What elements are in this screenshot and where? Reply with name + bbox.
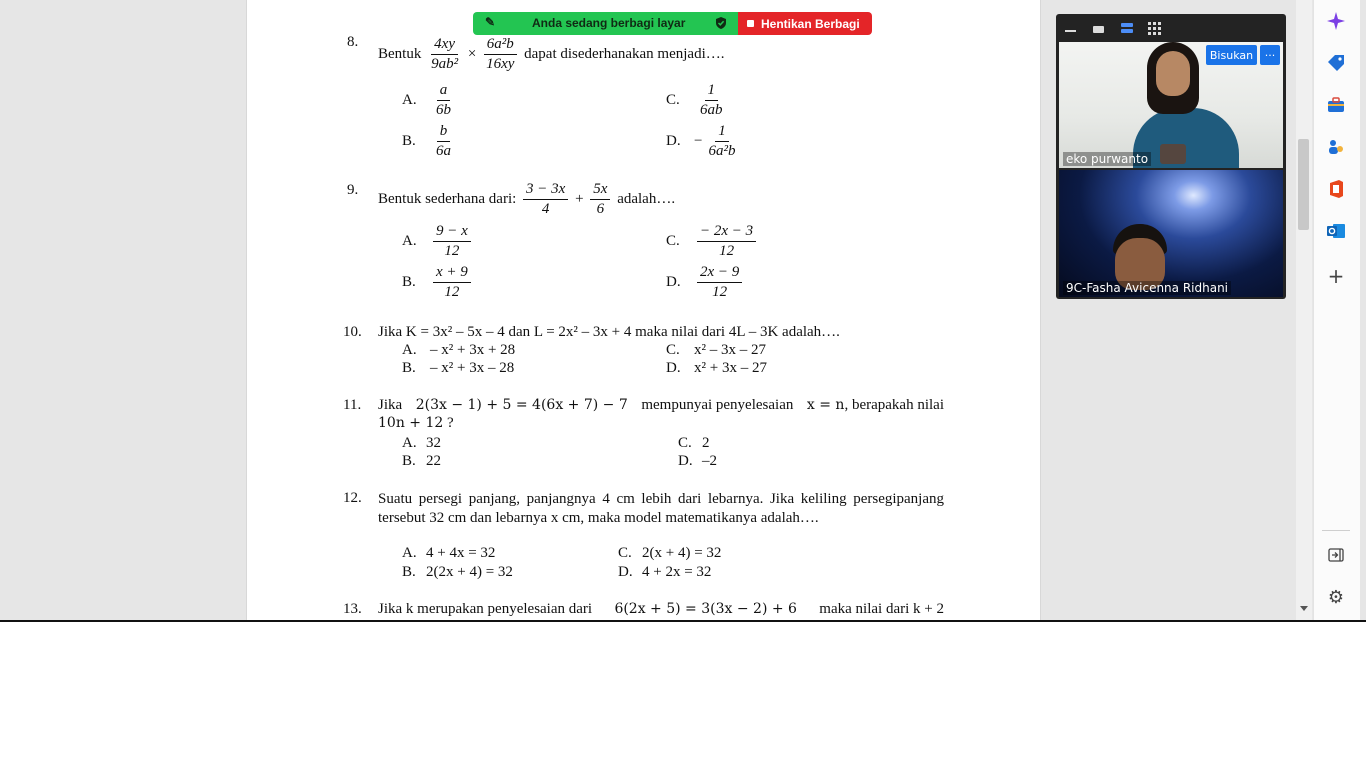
option-c [618, 545, 721, 562]
participant-name: eko purwanto [1063, 152, 1151, 166]
minimize-icon[interactable] [1065, 30, 1076, 32]
question-13-pre: Jika k merupakan penyelesaian dari [378, 601, 593, 617]
fraction-denominator: 12 [719, 243, 735, 259]
option-text: x² – 3x – 27 [694, 342, 766, 358]
video-call-panel [1056, 14, 1286, 299]
tools-briefcase-icon[interactable] [1325, 94, 1347, 116]
more-options-button[interactable]: ··· [1260, 45, 1280, 65]
option-label: D. [666, 360, 681, 376]
option-label: D. [618, 564, 633, 580]
fraction [697, 82, 726, 119]
outlook-icon[interactable] [1325, 220, 1347, 242]
option-text: 2(x + 4) = 32 [642, 545, 722, 561]
question-13-post: maka nilai dari k + 2 [819, 601, 944, 617]
option-b [402, 264, 474, 301]
option-text: 22 [426, 453, 441, 469]
sidebar-divider [1322, 530, 1350, 531]
option-label: B. [402, 273, 416, 290]
grid-view-icon[interactable] [1148, 22, 1161, 35]
option-c [666, 342, 766, 359]
scrollbar-thumb[interactable] [1298, 139, 1309, 230]
option-a [402, 82, 457, 119]
option-text: – x² + 3x + 28 [430, 342, 516, 358]
option-label: C. [618, 545, 632, 561]
office-icon[interactable] [1325, 178, 1347, 200]
question-9-text [378, 181, 675, 218]
fraction-denominator: 6a [436, 143, 451, 159]
question-10-text: Jika K = 3x² – 5x – 4 dan L = 2x² – 3x + 4 maka nilai dari 4L – 3K adalah…. [378, 324, 840, 340]
sharing-text: Anda sedang berbagi layar [532, 16, 686, 30]
question-number: 12. [343, 490, 362, 506]
fraction-numerator: 6a²b [484, 36, 517, 55]
question-number: 8. [347, 34, 359, 50]
fraction-numerator: 5x [590, 181, 610, 200]
fraction-denominator: 6 [596, 201, 605, 217]
option-text: 2(2x + 4) = 32 [426, 564, 513, 580]
fraction [705, 123, 738, 160]
option-d [678, 453, 717, 470]
fraction [483, 36, 517, 73]
option-a [402, 435, 441, 452]
fraction-numerator: − 2x − 3 [697, 223, 756, 242]
question-11-expression: 10n + 12 [378, 415, 444, 431]
sharing-indicator[interactable] [473, 12, 738, 35]
shield-icon [715, 17, 727, 29]
fraction-denominator: 16xy [486, 56, 515, 72]
fraction-denominator: 9ab² [431, 56, 459, 72]
stop-icon [747, 20, 754, 27]
stop-sharing-button[interactable] [738, 12, 872, 35]
fraction-numerator: b [437, 123, 451, 142]
option-label: C. [678, 435, 692, 451]
settings-gear-icon[interactable]: ⚙ [1327, 586, 1345, 608]
question-8-post: dapat disederhanakan menjadi…. [524, 45, 725, 62]
minus-sign: − [694, 132, 703, 149]
option-d [666, 264, 745, 301]
option-label: C. [666, 91, 680, 108]
participant-video-tile[interactable] [1059, 42, 1283, 168]
copilot-sparkle-icon[interactable] [1325, 10, 1347, 32]
option-b [402, 360, 514, 377]
option-d [666, 360, 767, 377]
option-label: B. [402, 360, 416, 376]
question-8-pre: Bentuk [378, 45, 422, 62]
option-text: –2 [702, 453, 717, 469]
option-label: C. [666, 342, 680, 358]
fraction-numerator: 3 − 3x [523, 181, 568, 200]
shopping-tag-icon[interactable] [1325, 52, 1347, 74]
page-scrollbar[interactable] [1296, 0, 1312, 621]
mute-button[interactable]: Bisukan [1206, 45, 1257, 65]
option-a [402, 342, 515, 359]
screen-bottom-border [0, 620, 1366, 622]
option-text: 4 + 4x = 32 [426, 545, 496, 561]
option-a [402, 545, 495, 562]
option-label: B. [402, 132, 416, 149]
fraction-denominator: 12 [444, 284, 460, 300]
option-c [666, 223, 759, 260]
screen-share-bar [473, 12, 872, 35]
question-11-equation: 2(3x − 1) + 5 = 4(6x + 7) − 7 [415, 397, 628, 413]
document-page [247, 0, 1040, 621]
question-9-pre: Bentuk sederhana dari: [378, 190, 517, 207]
option-text: 4 + 2x = 32 [642, 564, 712, 580]
question-11-line-1 [378, 397, 944, 414]
question-13-text [378, 601, 944, 618]
question-11-line-2 [378, 415, 454, 432]
scroll-down-icon[interactable] [1300, 606, 1308, 611]
option-a [402, 223, 474, 260]
fraction-numerator: 4xy [431, 36, 458, 55]
fraction-numerator: a [437, 82, 451, 101]
option-text: – x² + 3x – 28 [430, 360, 515, 376]
fraction-denominator: 6a²b [708, 143, 736, 159]
fraction-numerator: x + 9 [433, 264, 471, 283]
option-label: A. [402, 435, 417, 451]
fraction-denominator: 6b [436, 102, 451, 118]
fraction-denominator: 4 [541, 201, 550, 217]
question-8-text [378, 36, 724, 73]
question-11-post: , berapakah nilai [844, 397, 944, 413]
fraction [697, 223, 756, 260]
fraction [523, 181, 568, 218]
participant-face-icon [1156, 51, 1190, 96]
times-sign: × [467, 45, 477, 62]
add-icon[interactable]: + [1327, 264, 1345, 288]
participant-video-tile[interactable] [1059, 170, 1283, 297]
option-label: B. [402, 453, 416, 469]
option-b [402, 453, 441, 470]
drag-handle-icon[interactable]: ✎ [485, 15, 496, 29]
question-9-post: adalah…. [617, 190, 676, 207]
option-b [402, 123, 457, 160]
option-text: x² + 3x – 27 [694, 360, 767, 376]
speaker-view-icon[interactable] [1121, 23, 1133, 34]
question-number: 13. [343, 601, 362, 617]
option-b [402, 564, 513, 581]
question-number: 10. [343, 324, 362, 340]
fraction-denominator: 12 [444, 243, 460, 259]
question-11-mid: mempunyai penyelesaian [641, 397, 794, 413]
option-d [666, 123, 741, 160]
fraction [433, 82, 454, 119]
option-label: C. [666, 232, 680, 249]
fraction-denominator: 12 [712, 284, 728, 300]
pip-view-icon[interactable] [1093, 26, 1104, 33]
games-icon[interactable] [1325, 136, 1347, 158]
fraction [697, 264, 742, 301]
question-11-qmark: ? [443, 415, 454, 431]
question-12-text: Suatu persegi panjang, panjangnya 4 cm lebih dari lebarnya. Jika keliling persegipanjang tersebut 32 cm dan lebarnya x cm, maka model matematikanya adalah…. [378, 491, 944, 526]
participant-name: 9C-Fasha Avicenna Ridhani [1063, 281, 1231, 295]
option-label: A. [402, 91, 417, 108]
option-label: B. [402, 564, 416, 580]
option-label: A. [402, 545, 417, 561]
option-text: 32 [426, 435, 441, 451]
fraction-numerator: 1 [705, 82, 719, 101]
option-label: D. [666, 273, 681, 290]
shirt-emblem-icon [1160, 144, 1186, 164]
fraction [590, 181, 610, 218]
plus-sign: + [575, 190, 584, 207]
option-label: A. [402, 232, 417, 249]
fraction [433, 223, 471, 260]
option-c [666, 82, 729, 119]
question-11-pre: Jika [378, 397, 403, 413]
fraction [433, 264, 471, 301]
hide-sidebar-icon[interactable] [1325, 544, 1347, 566]
option-label: D. [666, 132, 681, 149]
question-number: 9. [347, 182, 359, 198]
fraction-numerator: 1 [715, 123, 729, 142]
fraction [428, 36, 461, 73]
stop-sharing-label: Hentikan Berbagi [761, 16, 860, 31]
option-c [678, 435, 710, 452]
option-text: 2 [702, 435, 710, 451]
fraction [433, 123, 454, 160]
question-13-equation: 6(2x + 5) = 3(3x − 2) + 6 [614, 601, 797, 617]
browser-sidebar [1313, 0, 1360, 621]
fraction-denominator: 6ab [700, 102, 723, 118]
option-d [618, 564, 711, 581]
question-11-variable: x = n [806, 397, 845, 413]
option-label: D. [678, 453, 693, 469]
fraction-numerator: 9 − x [433, 223, 471, 242]
question-number: 11. [343, 397, 362, 413]
fraction-numerator: 2x − 9 [697, 264, 742, 283]
option-label: A. [402, 342, 417, 358]
